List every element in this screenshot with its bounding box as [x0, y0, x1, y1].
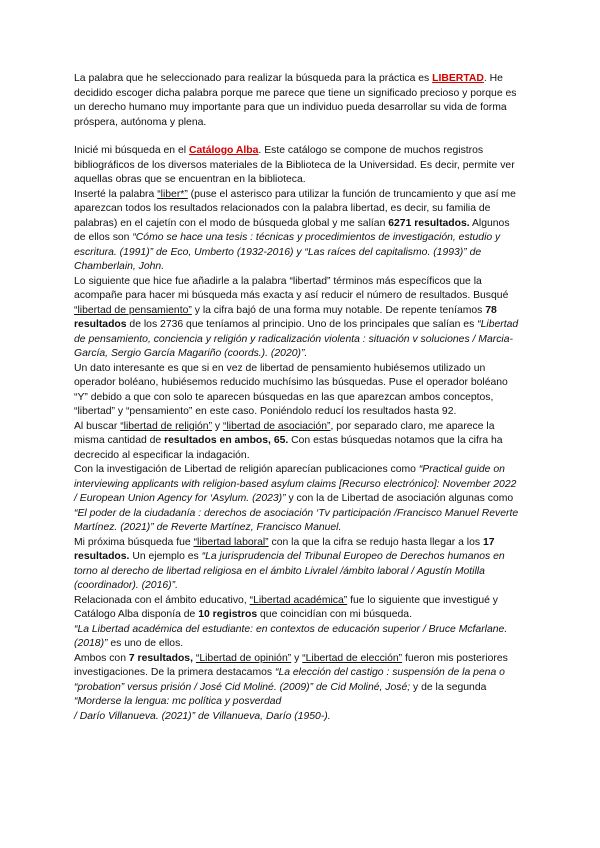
text: y — [212, 420, 224, 432]
example-title: “Practical guide on interviewing applicants with religion-based asylum claims [Recurso electrónico]: November 2022 / European Union Agency for ‘Asylum. (2023)” — [74, 464, 517, 504]
text: , por separado claro, me aparece la misma cantidad de — [74, 420, 495, 446]
query-opinion: “Libertad de opinión” — [195, 652, 292, 664]
paragraph-academica — [74, 594, 522, 623]
paragraph-truncation — [74, 188, 522, 275]
text: fue lo siguiente que investigué y Catálogo Alba disponía de — [74, 594, 498, 620]
catalog-alba-link[interactable]: Catálogo Alba — [188, 145, 259, 156]
result-count: 7 resultados, — [128, 652, 193, 664]
text: y con la de Libertad de asociación algunas como — [285, 493, 514, 504]
text: Inserté la palabra — [74, 188, 158, 200]
text: . Este catálogo se compone de muchos registros bibliográficos de los diversos materiales de la Biblioteca de la Universidad. Es decir, permite ver aquellas obras que se encuentran en la biblioteca. — [74, 145, 515, 185]
query-pensamiento: “libertad de pensamiento” — [74, 304, 192, 316]
example-title: “Morderse la lengua: mc política y posverdad — [74, 696, 282, 707]
text: Con estas búsquedas notamos que la cifra ha decrecido al especificar la indagación. — [74, 435, 503, 461]
result-count: 17 resultados. — [74, 536, 495, 562]
example-title: “Libertad de pensamiento, conciencia y religión y radicalización violenta : situación v soluciones / Marcia-García, Sergio García Magariño (coords.). (2020)”. — [74, 319, 519, 359]
query-eleccion: “Libertad de elección” — [302, 652, 403, 664]
paragraph-intro — [74, 72, 522, 130]
text: Inicié mi búsqueda en el — [74, 145, 189, 156]
paragraph-religion-asociacion — [74, 420, 522, 464]
example-title: “La elección del castigo : suspensión de la pena o “probation” versus prisión / José Cid Moliné. (2009)” de Cid Moliné, José; — [74, 667, 505, 693]
paragraph-boolean — [74, 362, 522, 420]
example-title: / Darío Villanueva. (2021)” de Villanueva, Darío (1950-). — [74, 710, 331, 722]
example-title: “El poder de la ciudadanía : derechos de asociación ‘Tv participación /Francisco Manuel Reverte Martínez. (2021)” de Reverte Martínez, Francisco Manuel. — [74, 507, 519, 533]
paragraph-laboral — [74, 536, 522, 594]
keyword-libertad: LIBERTAD — [432, 73, 484, 84]
text: y de la segunda — [410, 681, 487, 693]
paragraph-opinion-eleccion — [74, 652, 522, 725]
text: Lo siguiente que hice fue añadirle a la palabra “libertad” términos más específicos que la acompañe para hacer mi búsqueda más exacta y así reducir el número de resultados. Busqué — [74, 275, 509, 301]
example-title: “La Libertad académica del estudiante: en contextos de educación superior / Bruce Mcfarlane. (2018)” — [74, 623, 508, 649]
result-count: resultados en ambos, 65. — [164, 435, 289, 446]
text: que coincidían con mi búsqueda. — [257, 609, 412, 620]
text: Al buscar — [74, 420, 121, 432]
result-count: 78 resultados — [74, 304, 497, 330]
text: y la cifra bajó de una forma muy notable. De repente teníamos — [191, 304, 486, 316]
text: de los 2736 que teníamos al principio. Uno de los principales que salían es — [126, 319, 478, 330]
text: La palabra que he seleccionado para realizar la búsqueda para la práctica es — [74, 73, 433, 84]
paragraph-publications — [74, 463, 522, 536]
query-laboral: “libertad laboral” — [193, 536, 269, 548]
text: con la que la cifra se redujo hasta llegar a los — [268, 536, 483, 548]
example-title: “Cómo se hace una tesis : técnicas y procedimientos de investigación, estudio y escritura. (1991)” de Eco, Umberto (1932-2016) y “Las raíces del capitalismo. (1993)” de Chamberlain, John. — [74, 232, 501, 272]
text: (puse el asterisco para utilizar la función de truncamiento y que así me aparezcan todos los resultados relacionados con la palabra libertad, es decir, su familia de palabras) en el cajetín con el modo de búsqueda global y me salían — [74, 188, 516, 229]
example-title: “La jurisprudencia del Tribunal Europeo de Derechos humanos en torno al derecho de libertad religiosa en el ámbito Livralel /ámbito laboral / Agustín Motilla (coordinador). (2016)”. — [74, 551, 505, 591]
text: Relacionada con el ámbito educativo, — [74, 594, 250, 606]
paragraph-gap — [74, 130, 522, 144]
result-count: 10 registros — [198, 609, 258, 620]
text: Con la investigación de Libertad de religión aparecían publicaciones como — [74, 464, 419, 475]
text: . He decidido escoger dicha palabra porque me parece que tiene un significado precioso y porque es un derecho humano muy importante para que un individuo pueda desarrollar su vida de forma próspera, autónoma y plena. — [74, 73, 517, 128]
text: fueron mis posteriores investigaciones. De la primera destacamos — [74, 652, 508, 678]
paragraph-academica-example — [74, 623, 522, 652]
query-liber: “liber*” — [157, 188, 188, 200]
query-academica: “Libertad académica” — [249, 594, 348, 606]
text: Ambos con — [74, 652, 129, 664]
text: y — [291, 652, 303, 664]
query-asociacion: “libertad de asociación” — [223, 420, 331, 432]
query-religion: “libertad de religión” — [120, 420, 213, 432]
text: Algunos de ellos son — [74, 217, 510, 243]
text: Un dato interesante es que si en vez de libertad de pensamiento hubiésemos utilizado un operador boléano, hubiésemos reducido muchísimo las búsquedas. Puse el operador boléano “Y” debido a que con solo te aparecen búsquedas en las que aparezcan ambos conceptos, “libertad” y “pensamiento” en este caso. Poniéndolo reducí los resultados hasta 92. — [74, 362, 508, 417]
result-count: 6271 resultados. — [388, 217, 470, 229]
text: Un ejemplo es — [129, 551, 202, 562]
paragraph-catalog — [74, 144, 522, 188]
text: es uno de ellos. — [107, 638, 184, 649]
text: Mi próxima búsqueda fue — [74, 536, 194, 548]
paragraph-pensamiento — [74, 275, 522, 362]
